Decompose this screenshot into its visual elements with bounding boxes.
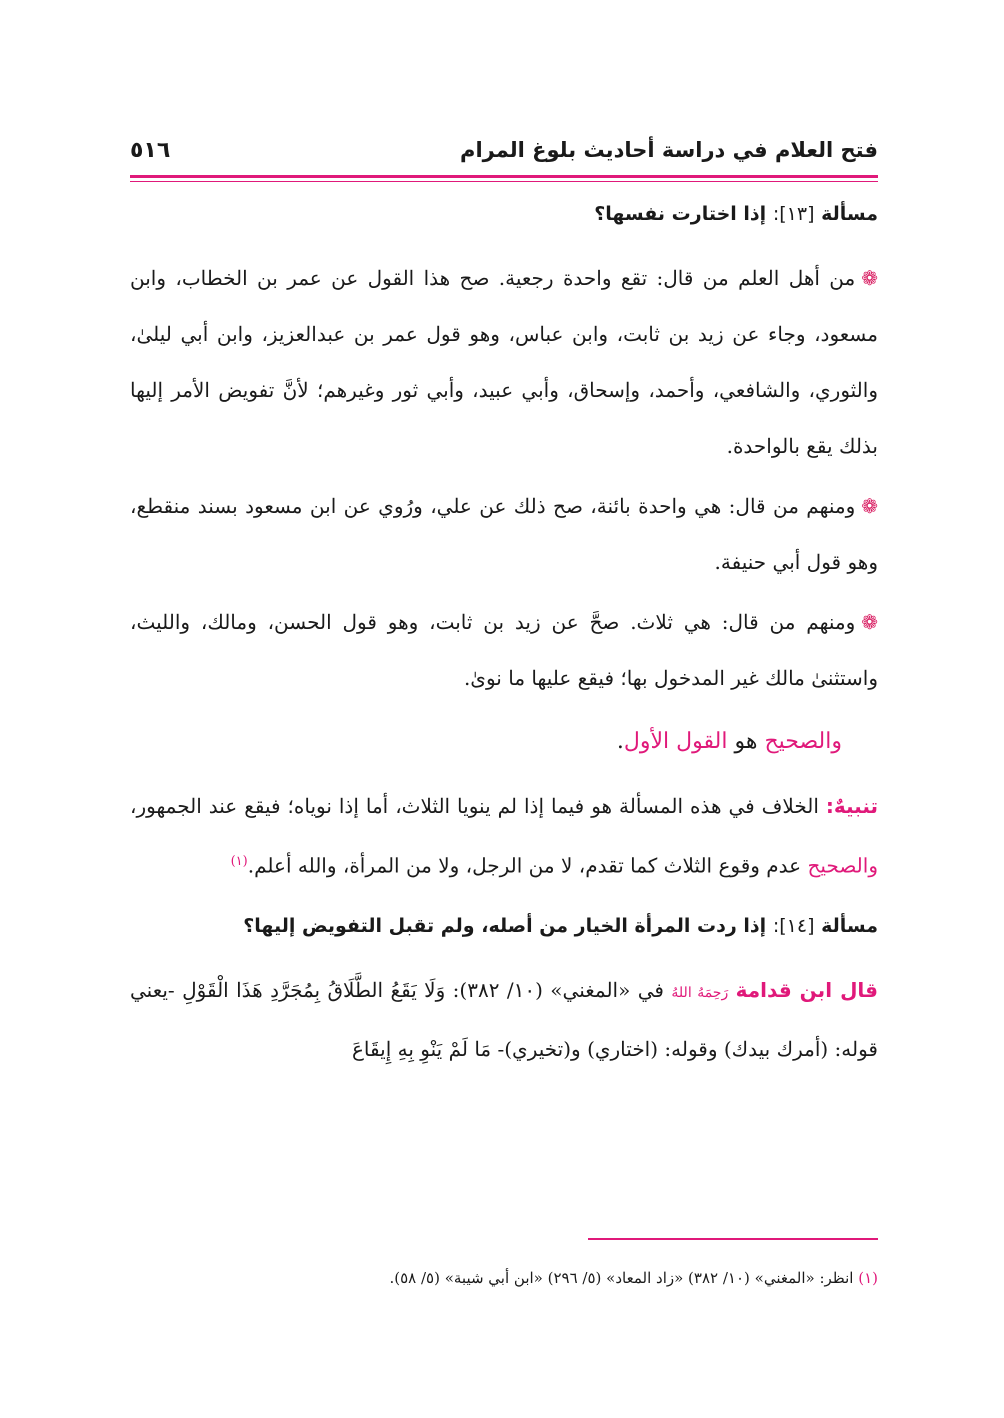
- issue-14-heading: [130, 908, 878, 944]
- page-content: [130, 196, 878, 1081]
- opinion-1-text: من أهل العلم من قال: تقع واحدة رجعية. صح هذا القول عن عمر بن الخطاب، وابن مسعود، وجاء عن زيد بن ثابت، وابن عباس، وهو قول عمر بن عبدالعزيز، وابن أبي ليلىٰ، والثوري، والشافعي، وأحمد، وإسحاق، وأبي عبيد، وأبي ثور وغيرهم؛ لأنَّ تفويض الأمر إليها بذلك يقع بالواحدة.: [130, 266, 878, 458]
- issue-13-label: مسألة: [821, 203, 878, 225]
- opinion-3: [130, 594, 878, 706]
- flower-icon: ❁: [861, 610, 878, 634]
- book-title: فتح العلام في دراسة أحاديث بلوغ المرام: [460, 138, 878, 162]
- opinion-1: [130, 250, 878, 474]
- issue-14-title: إذا ردت المرأة الخيار من أصله، ولم تقبل التفويض إليها؟: [243, 914, 767, 937]
- page-number: ٥١٦: [130, 137, 171, 163]
- footnote: [130, 1264, 878, 1292]
- issue-13-number: [١٣]:: [772, 203, 815, 225]
- correct-end: .: [616, 729, 624, 754]
- issue-14-number: [١٤]:: [772, 914, 815, 937]
- opinion-2-text: ومنهم من قال: هي واحدة بائنة، صح ذلك عن علي، ورُوي عن ابن مسعود بسند منقطع، وهو قول أبي حنيفة.: [130, 494, 878, 574]
- note-paragraph: [130, 778, 878, 894]
- note-correct-word: والصحيح: [807, 853, 878, 878]
- footnote-text: انظر: «المغني» (١٠/ ٣٨٢) «زاد المعاد» (٥/ ٢٩٦) «ابن أبي شيبة» (٥/ ٥٨).: [389, 1269, 854, 1287]
- note-label: تنبيهٌ:: [825, 794, 878, 818]
- issue-13-title: إذا اختارت نفسها؟: [594, 203, 767, 225]
- correct-prefix: والصحيح: [764, 729, 842, 754]
- note-text-1: الخلاف في هذه المسألة هو فيما إذا لم ينويا الثلاث، أما إذا نوياه؛ فيقع عند الجمهور،: [130, 794, 819, 818]
- quote-honorific: رَحِمَهُ اللهُ: [671, 984, 729, 1001]
- quote-text: في «المغني» (١٠/ ٣٨٢): وَلَا يَقَعُ الطَّلَاقُ بِمُجَرَّدِ هَذَا الْقَوْلِ -يعني قوله: (أمرك بيدك) وقوله: (اختاري) و(تخيري)- مَا لَمْ يَنْوِ بِهِ إِيقَاعَ: [130, 977, 878, 1061]
- footnote-separator: [588, 1238, 878, 1240]
- correct-middle: هو: [734, 729, 758, 754]
- header-rule-thin: [130, 181, 878, 182]
- correct-opinion: [130, 712, 878, 772]
- note-text-2: عدم وقوع الثلاث كما تقدم، لا من الرجل، ولا من المرأة، والله أعلم.: [247, 853, 802, 878]
- flower-icon: ❁: [861, 266, 878, 290]
- flower-icon: ❁: [861, 494, 878, 518]
- opinion-3-text: ومنهم من قال: هي ثلاث. صحَّ عن زيد بن ثابت، وهو قول الحسن، ومالك، والليث، واستثنىٰ مالك غير المدخول بها؛ فيقع عليها ما نوىٰ.: [130, 610, 878, 690]
- quote-paragraph: [130, 962, 878, 1077]
- footnote-number: (١): [858, 1269, 878, 1287]
- issue-13-heading: [130, 196, 878, 232]
- footnote-reference[interactable]: (١): [230, 854, 248, 869]
- page-header: [130, 128, 878, 172]
- quote-speaker: قال ابن قدامة: [735, 977, 879, 1002]
- correct-highlight: القول الأول: [623, 729, 728, 754]
- header-rule-thick: [130, 175, 878, 178]
- issue-14-label: مسألة: [821, 914, 878, 937]
- opinion-2: [130, 478, 878, 590]
